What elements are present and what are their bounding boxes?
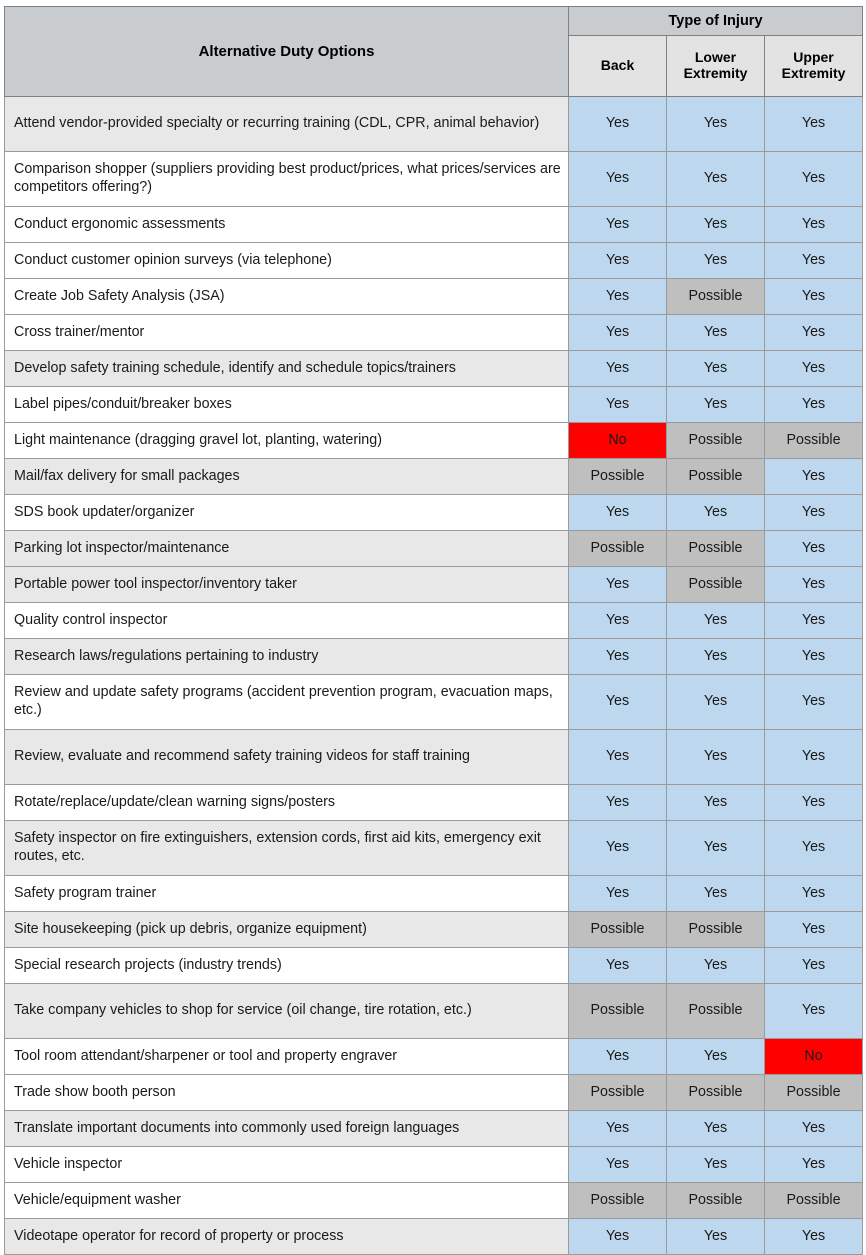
duty-option-cell: Cross trainer/mentor [5, 315, 569, 351]
duty-option-cell: Translate important documents into commonly used foreign languages [5, 1111, 569, 1147]
table-row [5, 785, 863, 821]
duty-option-cell: Tool room attendant/sharpener or tool and property engraver [5, 1039, 569, 1075]
table-header [5, 7, 863, 97]
upper-extremity-value-cell: Yes [765, 1111, 863, 1147]
lower-extremity-value-cell: Yes [667, 785, 765, 821]
table-row [5, 459, 863, 495]
lower-extremity-value-cell: Yes [667, 1219, 765, 1255]
duty-option-cell: Site housekeeping (pick up debris, organize equipment) [5, 912, 569, 948]
upper-extremity-value-cell: Yes [765, 459, 863, 495]
back-value-cell: Yes [569, 495, 667, 531]
lower-extremity-value-cell: Yes [667, 97, 765, 152]
back-value-cell: Yes [569, 207, 667, 243]
upper-extremity-value-cell: Yes [765, 675, 863, 730]
upper-extremity-value-cell: No [765, 1039, 863, 1075]
upper-extremity-value-cell: Yes [765, 495, 863, 531]
lower-extremity-value-cell: Yes [667, 1147, 765, 1183]
table-row [5, 207, 863, 243]
header-type-of-injury: Type of Injury [569, 7, 863, 36]
table-row [5, 1111, 863, 1147]
upper-extremity-value-cell: Possible [765, 423, 863, 459]
table-row [5, 1147, 863, 1183]
upper-extremity-value-cell: Yes [765, 730, 863, 785]
lower-extremity-value-cell: Yes [667, 675, 765, 730]
table-row [5, 243, 863, 279]
duty-option-cell: Vehicle/equipment washer [5, 1183, 569, 1219]
duty-option-cell: Quality control inspector [5, 603, 569, 639]
duty-option-cell: Conduct ergonomic assessments [5, 207, 569, 243]
lower-extremity-value-cell: Possible [667, 1183, 765, 1219]
upper-extremity-value-cell: Yes [765, 387, 863, 423]
upper-extremity-value-cell: Yes [765, 948, 863, 984]
lower-extremity-value-cell: Yes [667, 1039, 765, 1075]
back-value-cell: Yes [569, 948, 667, 984]
back-value-cell: Yes [569, 387, 667, 423]
back-value-cell: Yes [569, 1219, 667, 1255]
table-row [5, 567, 863, 603]
table-row [5, 351, 863, 387]
duty-option-cell: Special research projects (industry trends) [5, 948, 569, 984]
back-value-cell: Yes [569, 243, 667, 279]
back-value-cell: Yes [569, 152, 667, 207]
duty-option-cell: Light maintenance (dragging gravel lot, planting, watering) [5, 423, 569, 459]
table-body [5, 97, 863, 1255]
duty-option-cell: Develop safety training schedule, identify and schedule topics/trainers [5, 351, 569, 387]
table-row [5, 1075, 863, 1111]
lower-extremity-value-cell: Yes [667, 207, 765, 243]
lower-extremity-value-cell: Yes [667, 821, 765, 876]
header-alternative-duty-options: Alternative Duty Options [5, 7, 569, 97]
duty-option-cell: Safety program trainer [5, 876, 569, 912]
duty-option-cell: Rotate/replace/update/clean warning signs/posters [5, 785, 569, 821]
upper-extremity-value-cell: Yes [765, 785, 863, 821]
lower-extremity-value-cell: Yes [667, 730, 765, 785]
upper-extremity-value-cell: Yes [765, 97, 863, 152]
table-row [5, 912, 863, 948]
back-value-cell: Yes [569, 876, 667, 912]
table-row [5, 152, 863, 207]
back-value-cell: Yes [569, 279, 667, 315]
table-row [5, 730, 863, 785]
upper-extremity-value-cell: Yes [765, 567, 863, 603]
back-value-cell: Possible [569, 459, 667, 495]
lower-extremity-value-cell: Yes [667, 495, 765, 531]
header-upper-extremity [765, 36, 863, 97]
upper-extremity-value-cell: Yes [765, 639, 863, 675]
lower-extremity-value-cell: Yes [667, 387, 765, 423]
lower-extremity-value-cell: Yes [667, 603, 765, 639]
duty-option-cell: Videotape operator for record of property or process [5, 1219, 569, 1255]
table-row [5, 495, 863, 531]
lower-extremity-value-cell: Yes [667, 315, 765, 351]
lower-extremity-value-cell: Yes [667, 948, 765, 984]
back-value-cell: Yes [569, 821, 667, 876]
back-value-cell: Possible [569, 531, 667, 567]
header-lower-extremity [667, 36, 765, 97]
lower-extremity-value-cell: Possible [667, 912, 765, 948]
duty-option-cell: Safety inspector on fire extinguishers, extension cords, first aid kits, emergency exit routes, etc. [5, 821, 569, 876]
upper-extremity-value-cell: Yes [765, 912, 863, 948]
duty-option-cell: SDS book updater/organizer [5, 495, 569, 531]
back-value-cell: Yes [569, 675, 667, 730]
table-row [5, 984, 863, 1039]
upper-extremity-value-cell: Yes [765, 984, 863, 1039]
back-value-cell: No [569, 423, 667, 459]
back-value-cell: Yes [569, 97, 667, 152]
duty-option-cell: Review and update safety programs (accident prevention program, evacuation maps, etc.) [5, 675, 569, 730]
header-row-group [5, 7, 863, 36]
duty-option-cell: Attend vendor-provided specialty or recurring training (CDL, CPR, animal behavior) [5, 97, 569, 152]
lower-extremity-value-cell: Yes [667, 351, 765, 387]
back-value-cell: Yes [569, 567, 667, 603]
upper-extremity-value-cell: Yes [765, 152, 863, 207]
lower-extremity-value-cell: Possible [667, 279, 765, 315]
back-value-cell: Yes [569, 1039, 667, 1075]
table-row [5, 315, 863, 351]
back-value-cell: Yes [569, 730, 667, 785]
back-value-cell: Possible [569, 1183, 667, 1219]
back-value-cell: Yes [569, 1111, 667, 1147]
table-row [5, 279, 863, 315]
lower-extremity-value-cell: Yes [667, 243, 765, 279]
table-row [5, 948, 863, 984]
table-row [5, 876, 863, 912]
header-upper-extremity-line2: Extremity [781, 65, 846, 81]
upper-extremity-value-cell: Yes [765, 603, 863, 639]
back-value-cell: Possible [569, 984, 667, 1039]
upper-extremity-value-cell: Yes [765, 1219, 863, 1255]
table-row [5, 1219, 863, 1255]
upper-extremity-value-cell: Yes [765, 315, 863, 351]
lower-extremity-value-cell: Possible [667, 1075, 765, 1111]
lower-extremity-value-cell: Possible [667, 984, 765, 1039]
lower-extremity-value-cell: Possible [667, 459, 765, 495]
table-row [5, 531, 863, 567]
duty-option-cell: Take company vehicles to shop for service (oil change, tire rotation, etc.) [5, 984, 569, 1039]
back-value-cell: Yes [569, 315, 667, 351]
duty-option-cell: Mail/fax delivery for small packages [5, 459, 569, 495]
lower-extremity-value-cell: Possible [667, 567, 765, 603]
table-row [5, 387, 863, 423]
lower-extremity-value-cell: Yes [667, 876, 765, 912]
back-value-cell: Possible [569, 1075, 667, 1111]
upper-extremity-value-cell: Yes [765, 1147, 863, 1183]
duty-option-cell: Label pipes/conduit/breaker boxes [5, 387, 569, 423]
duty-option-cell: Parking lot inspector/maintenance [5, 531, 569, 567]
duty-option-cell: Research laws/regulations pertaining to industry [5, 639, 569, 675]
table-row [5, 603, 863, 639]
header-lower-extremity-line1: Lower [694, 49, 737, 66]
duty-option-cell: Review, evaluate and recommend safety training videos for staff training [5, 730, 569, 785]
table-row [5, 639, 863, 675]
back-value-cell: Possible [569, 912, 667, 948]
back-value-cell: Yes [569, 785, 667, 821]
upper-extremity-value-cell: Yes [765, 531, 863, 567]
upper-extremity-value-cell: Yes [765, 243, 863, 279]
lower-extremity-value-cell: Yes [667, 639, 765, 675]
duty-option-cell: Create Job Safety Analysis (JSA) [5, 279, 569, 315]
duty-option-cell: Trade show booth person [5, 1075, 569, 1111]
duty-option-cell: Portable power tool inspector/inventory taker [5, 567, 569, 603]
duty-option-cell: Comparison shopper (suppliers providing best product/prices, what prices/services are competitors offering?) [5, 152, 569, 207]
back-value-cell: Yes [569, 639, 667, 675]
upper-extremity-value-cell: Possible [765, 1183, 863, 1219]
lower-extremity-value-cell: Yes [667, 1111, 765, 1147]
upper-extremity-value-cell: Yes [765, 279, 863, 315]
alternative-duty-options-table [4, 6, 863, 1255]
upper-extremity-value-cell: Yes [765, 351, 863, 387]
lower-extremity-value-cell: Yes [667, 152, 765, 207]
header-back: Back [569, 36, 667, 97]
table-row [5, 423, 863, 459]
table-row [5, 1183, 863, 1219]
header-upper-extremity-line1: Upper [793, 49, 834, 66]
header-lower-extremity-line2: Extremity [683, 65, 748, 81]
upper-extremity-value-cell: Yes [765, 821, 863, 876]
back-value-cell: Yes [569, 351, 667, 387]
table-row [5, 1039, 863, 1075]
table-row [5, 675, 863, 730]
lower-extremity-value-cell: Possible [667, 423, 765, 459]
upper-extremity-value-cell: Yes [765, 876, 863, 912]
lower-extremity-value-cell: Possible [667, 531, 765, 567]
back-value-cell: Yes [569, 1147, 667, 1183]
upper-extremity-value-cell: Yes [765, 207, 863, 243]
duty-option-cell: Vehicle inspector [5, 1147, 569, 1183]
table-row [5, 821, 863, 876]
table-row [5, 97, 863, 152]
duty-option-cell: Conduct customer opinion surveys (via telephone) [5, 243, 569, 279]
upper-extremity-value-cell: Possible [765, 1075, 863, 1111]
back-value-cell: Yes [569, 603, 667, 639]
